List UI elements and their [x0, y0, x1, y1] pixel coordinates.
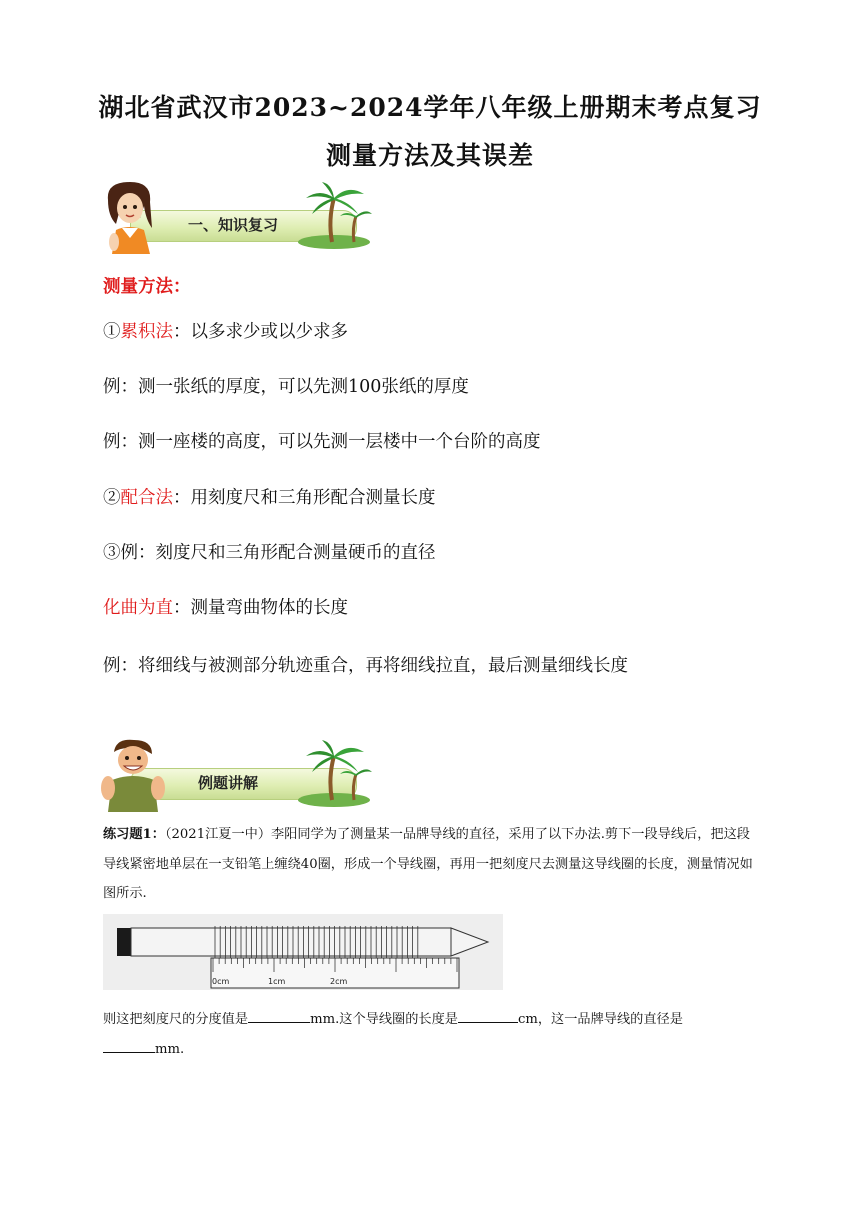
list-item [103, 487, 436, 509]
ruler-label-2: 2cm [330, 977, 348, 986]
item-keyword: 配合法 [120, 488, 173, 508]
banner-label: 一、知识复习 [188, 216, 279, 234]
item-text: ：测量弯曲物体的长度 [173, 598, 348, 618]
list-item [103, 321, 348, 343]
girl-cartoon-icon [100, 180, 168, 254]
banner-label: 例题讲解 [198, 774, 259, 792]
ruler-label-0: 0cm [212, 977, 230, 986]
page-title: 湖北省武汉市2023~2024学年八年级上册期末考点复习 [98, 93, 762, 122]
item-text: 例：测一张纸的厚度，可以先测100张纸的厚度 [103, 377, 469, 397]
list-item [103, 431, 541, 453]
pencil-body [131, 928, 451, 956]
section-heading-methods: 测量方法： [103, 277, 191, 297]
exercise-label: 练习题1： [103, 827, 165, 842]
section-banner-examples [100, 738, 372, 812]
list-item [103, 655, 628, 677]
question-text-4: mm. [155, 1041, 185, 1057]
coil-ruler-figure [103, 914, 503, 990]
answer-blank-length[interactable] [458, 1008, 518, 1023]
pencil-eraser [117, 928, 131, 956]
item-text: ③例：刻度尺和三角形配合测量硬币的直径 [103, 543, 436, 563]
item-prefix: ② [103, 488, 121, 508]
item-prefix: ① [103, 322, 121, 342]
exercise-paragraph [103, 820, 763, 909]
item-text: 例：将细线与被测部分轨迹重合，再将细线拉直，最后测量细线长度 [103, 656, 628, 676]
section-banner-knowledge [100, 180, 372, 254]
palm-tree-icon [292, 738, 372, 808]
question-text-1: 则这把刻度尺的分度值是 [103, 1012, 249, 1027]
question-text-2: mm.这个导线圈的长度是 [310, 1012, 458, 1027]
answer-blank-division[interactable] [248, 1008, 310, 1023]
item-keyword: 累积法 [120, 322, 173, 342]
ruler-label-1: 1cm [268, 977, 286, 986]
list-item [103, 376, 469, 398]
question-text-3: cm，这一品牌导线的直径是 [517, 1012, 683, 1027]
item-keyword: 化曲为直 [103, 598, 173, 618]
question-paragraph [103, 1005, 763, 1064]
item-text: ：以多求少或以少求多 [173, 322, 348, 342]
exercise-text: （2021江夏一中）李阳同学为了测量某一品牌导线的直径，采用了以下办法.剪下一段导线后，把这段导线紧密地单层在一支铅笔上缠绕40圈，形成一个导线圈，再用一把刻度尺去测量这导线圈的长度，测量情况如图所示. [103, 827, 753, 901]
item-text: 例：测一座楼的高度，可以先测一层楼中一个台阶的高度 [103, 432, 541, 452]
page-subtitle: 测量方法及其误差 [325, 141, 534, 170]
palm-tree-icon [292, 180, 372, 250]
list-item [103, 542, 436, 564]
answer-blank-diameter[interactable] [103, 1038, 155, 1053]
boy-cartoon-icon [100, 738, 168, 812]
item-text: ：用刻度尺和三角形配合测量长度 [173, 488, 436, 508]
list-item [103, 597, 348, 619]
